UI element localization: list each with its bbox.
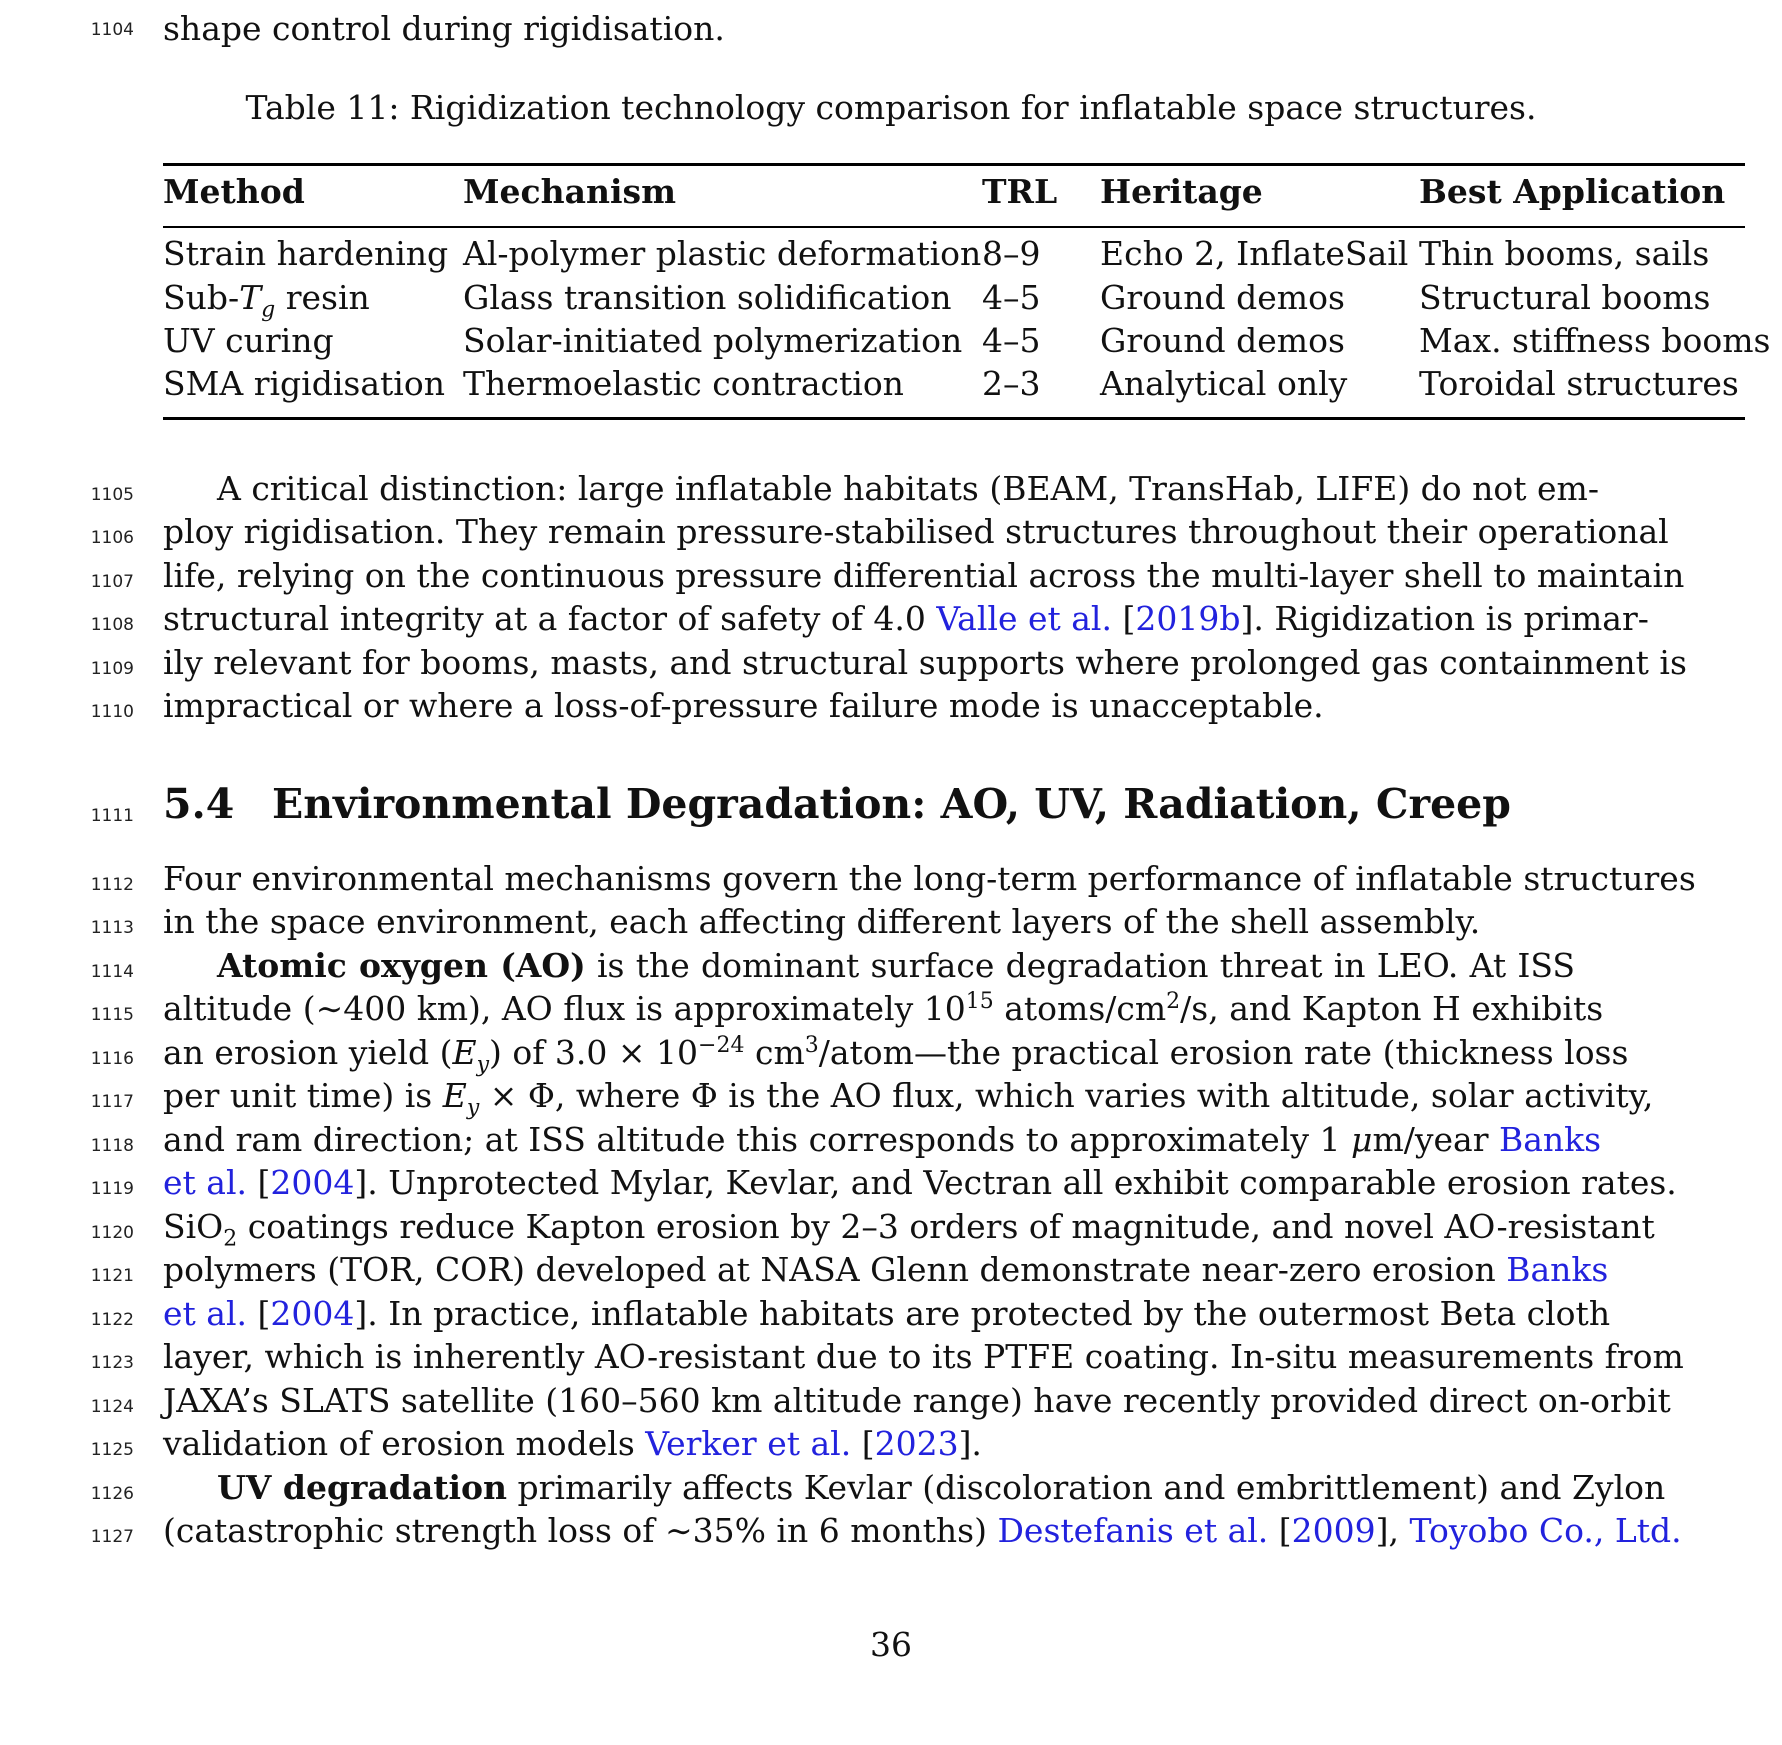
table-bottom-rule [163, 417, 1745, 420]
citation-year-link[interactable]: 2004 [270, 1163, 355, 1202]
table-cell-method: Strain hardening [163, 234, 449, 273]
body-text-line: shape control during rigidisation. [163, 9, 725, 48]
body-text-line: UV degradation primarily affects Kevlar (discoloration and embrittlement) and Zylon [217, 1468, 1666, 1507]
body-text-line: polymers (TOR, COR) developed at NASA Glenn demonstrate near-zero erosion Banks [163, 1250, 1609, 1289]
body-text-line: Atomic oxygen (AO) is the dominant surface degradation threat in LEO. At ISS [217, 946, 1575, 985]
citation-link[interactable]: Banks [1498, 1120, 1602, 1159]
section-number: 5.4 [163, 780, 235, 828]
line-number: 1127 [90, 1527, 134, 1547]
table-cell-mechanism: Al-polymer plastic deformation [463, 234, 982, 273]
citation-link[interactable]: Valle et al. [936, 599, 1112, 638]
table-cell-mechanism: Thermoelastic contraction [463, 364, 904, 403]
line-number: 1113 [90, 918, 134, 938]
table-header-method: Method [163, 172, 305, 211]
table-cell-method: SMA rigidisation [163, 364, 445, 403]
line-number: 1122 [90, 1310, 134, 1330]
line-number: 1118 [90, 1136, 134, 1156]
table-header-application: Best Application [1419, 172, 1726, 211]
table-cell-mechanism: Glass transition solidification [463, 278, 952, 317]
table-caption: Table 11: Rigidization technology comparison for inflatable space structures. [245, 88, 1537, 127]
body-text-line: (catastrophic strength loss of ∼35% in 6 months) Destefanis et al. [2009], Toyobo Co., Ltd. [163, 1511, 1682, 1550]
line-number: 1106 [90, 528, 134, 548]
citation-link[interactable]: et al. [163, 1163, 247, 1202]
line-number: 1114 [90, 962, 134, 982]
body-text-line: et al. [2004]. In practice, inflatable habitats are protected by the outermost Beta cloth [163, 1294, 1611, 1333]
line-number: 1123 [90, 1353, 134, 1373]
line-number: 1126 [90, 1484, 134, 1504]
table-header-heritage: Heritage [1100, 172, 1263, 211]
body-text-line: et al. [2004]. Unprotected Mylar, Kevlar, and Vectran all exhibit comparable erosion rates. [163, 1163, 1677, 1202]
table-cell-method: UV curing [163, 321, 334, 360]
citation-link[interactable]: Destefanis et al. [997, 1511, 1269, 1550]
line-number: 1120 [90, 1223, 134, 1243]
line-number: 1119 [90, 1179, 134, 1199]
body-text-line: per unit time) is $E_y \times \Phi$, where Φ is the AO flux, which varies with altitude, solar activity, [163, 1076, 1654, 1121]
line-number: 1109 [90, 659, 134, 679]
table-cell-heritage: Ground demos [1100, 278, 1345, 317]
table-cell-trl: 4–5 [982, 278, 1041, 317]
line-number: 1115 [90, 1005, 134, 1025]
line-number: 1108 [90, 615, 134, 635]
citation-year-link[interactable]: 2019b [1135, 599, 1241, 638]
line-number: 1121 [90, 1266, 134, 1286]
table-cell-method: Sub-$T_g$ resin [163, 278, 370, 323]
table-cell-heritage: Ground demos [1100, 321, 1345, 360]
body-text-line: in the space environment, each affecting different layers of the shell assembly. [163, 902, 1481, 941]
body-text-line: Four environmental mechanisms govern the long-term performance of inflatable structures [163, 859, 1696, 898]
body-text-line: and ram direction; at ISS altitude this corresponds to approximately 1 μm/year Banks [163, 1120, 1602, 1159]
table-cell-mechanism: Solar-initiated polymerization [463, 321, 963, 360]
table-cell-heritage: Analytical only [1100, 364, 1348, 403]
line-number: 1104 [90, 20, 134, 40]
table-cell-heritage: Echo 2, InflateSail [1100, 234, 1409, 273]
table-header-trl: TRL [982, 172, 1058, 211]
body-text-line: layer, which is inherently AO-resistant due to its PTFE coating. In-situ measurements from [163, 1337, 1684, 1376]
citation-year-link[interactable]: 2004 [270, 1294, 355, 1333]
line-number: 1105 [90, 485, 134, 505]
table-cell-trl: 2–3 [982, 364, 1041, 403]
body-text-line: JAXA’s SLATS satellite (160–560 km altitude range) have recently provided direct on-orbit [163, 1381, 1671, 1420]
line-number: 1124 [90, 1397, 134, 1417]
table-cell-application: Thin booms, sails [1419, 234, 1710, 273]
line-number: 1107 [90, 572, 134, 592]
body-text-line: an erosion yield $(E_y)$ of $3.0 \times 10^{-24}$ $cm^3/atom—the$ practical erosion rate (thickness loss [163, 1033, 1629, 1078]
citation-link[interactable]: Verker et al. [645, 1424, 852, 1463]
table-header-rule [163, 226, 1745, 228]
citation-link[interactable]: et al. [163, 1294, 247, 1333]
body-text-line: validation of erosion models Verker et al. [2023]. [163, 1424, 982, 1463]
line-number: 1110 [90, 702, 134, 722]
line-number: 1116 [90, 1049, 134, 1069]
table-cell-trl: 8–9 [982, 234, 1041, 273]
table-top-rule [163, 163, 1745, 166]
table-cell-application: Max. stiffness booms [1419, 321, 1771, 360]
citation-year-link[interactable]: 2009 [1291, 1511, 1376, 1550]
line-number: 1117 [90, 1092, 134, 1112]
body-text-line: ploy rigidisation. They remain pressure-stabilised structures throughout their operational [163, 512, 1669, 551]
citation-link[interactable]: Toyobo Co., Ltd. [1409, 1511, 1682, 1550]
body-text-line: impractical or where a loss-of-pressure failure mode is unacceptable. [163, 686, 1324, 725]
table-cell-application: Structural booms [1419, 278, 1711, 317]
section-title: Environmental Degradation: AO, UV, Radiation, Creep [272, 780, 1511, 828]
table-cell-application: Toroidal structures [1419, 364, 1739, 403]
line-number: 1125 [90, 1440, 134, 1460]
citation-year-link[interactable]: 2023 [874, 1424, 959, 1463]
body-text-line: altitude (∼400 km), AO flux is approximately $10^{15}$ atoms/$cm^2/s$, and Kapton H exhibits [163, 989, 1604, 1028]
body-text-line: structural integrity at a factor of safety of 4.0 Valle et al. [2019b]. Rigidization is primar- [163, 599, 1649, 638]
body-text-line: life, relying on the continuous pressure differential across the multi-layer shell to maintain [163, 556, 1685, 595]
citation-link[interactable]: Banks [1506, 1250, 1609, 1289]
table-cell-trl: 4–5 [982, 321, 1041, 360]
page-number: 36 [870, 1625, 912, 1664]
line-number: 1111 [90, 806, 134, 826]
table-header-mechanism: Mechanism [463, 172, 677, 211]
body-text-line: SiO$_2$ coatings reduce Kapton erosion by 2–3 orders of magnitude, and novel AO-resistant [163, 1207, 1655, 1252]
body-text-line: ily relevant for booms, masts, and structural supports where prolonged gas containment is [163, 643, 1687, 682]
body-text-line: A critical distinction: large inflatable habitats (BEAM, TransHab, LIFE) do not em- [217, 469, 1600, 508]
line-number: 1112 [90, 875, 134, 895]
